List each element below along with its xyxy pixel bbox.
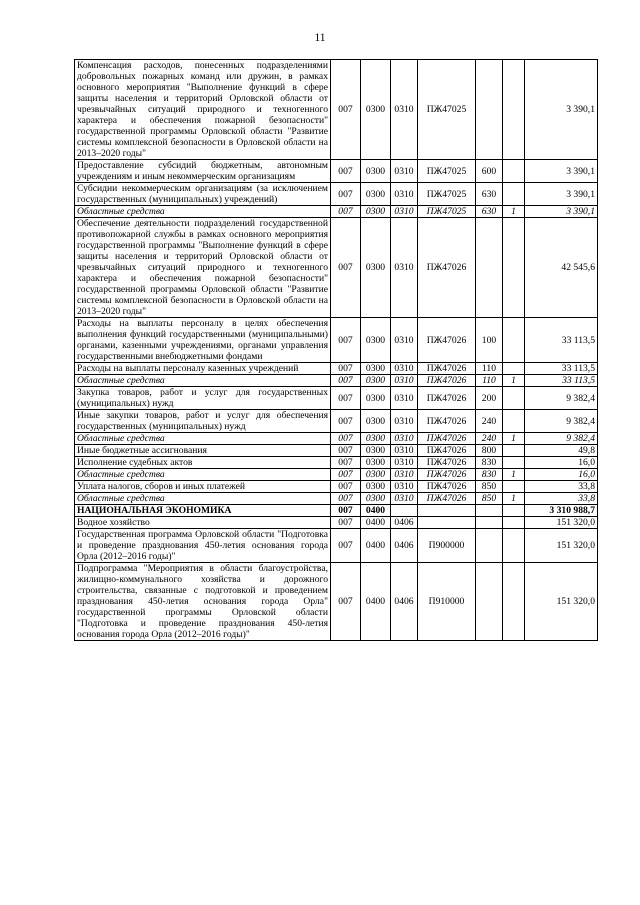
amount-cell: 33,8	[525, 493, 598, 505]
target-article-code-cell: ПЖ47026	[418, 433, 476, 445]
admin-code-cell: 007	[331, 493, 361, 505]
target-article-code-cell: ПЖ47025	[418, 60, 476, 160]
target-article-code-cell: ПЖ47026	[418, 445, 476, 457]
funding-source-code-cell	[503, 160, 525, 183]
expense-type-code-cell	[476, 60, 503, 160]
admin-code-cell: 007	[331, 433, 361, 445]
admin-code-cell: 007	[331, 375, 361, 387]
subsection-code-cell: 0310	[391, 493, 418, 505]
subsection-code-cell: 0310	[391, 60, 418, 160]
subsection-code-cell: 0310	[391, 375, 418, 387]
table-row	[75, 60, 598, 160]
amount-cell: 9 382,4	[525, 433, 598, 445]
table-row	[75, 218, 598, 318]
row-name-cell: Областные средства	[75, 433, 331, 445]
subsection-code-cell: 0310	[391, 206, 418, 218]
row-name-cell: Областные средства	[75, 493, 331, 505]
admin-code-cell: 007	[331, 60, 361, 160]
funding-source-code-cell: 1	[503, 375, 525, 387]
table-row	[75, 387, 598, 410]
funding-source-code-cell	[503, 517, 525, 529]
admin-code-cell: 007	[331, 387, 361, 410]
admin-code-cell: 007	[331, 529, 361, 563]
expense-type-code-cell: 240	[476, 410, 503, 433]
section-code-cell: 0400	[361, 563, 391, 641]
section-code-cell: 0400	[361, 505, 391, 517]
table-row	[75, 160, 598, 183]
amount-cell: 151 320,0	[525, 563, 598, 641]
subsection-code-cell: 0310	[391, 363, 418, 375]
admin-code-cell: 007	[331, 445, 361, 457]
subsection-code-cell: 0310	[391, 481, 418, 493]
expense-type-code-cell: 850	[476, 493, 503, 505]
row-name-cell: Водное хозяйство	[75, 517, 331, 529]
target-article-code-cell: ПЖ47026	[418, 387, 476, 410]
subsection-code-cell: 0310	[391, 218, 418, 318]
admin-code-cell: 007	[331, 505, 361, 517]
row-name-cell: Иные закупки товаров, работ и услуг для обеспечения государственных (муниципальных) нужд	[75, 410, 331, 433]
table-row	[75, 505, 598, 517]
table-row	[75, 318, 598, 363]
expense-type-code-cell: 630	[476, 183, 503, 206]
expense-type-code-cell: 800	[476, 445, 503, 457]
row-name-cell: Компенсация расходов, понесенных подразделениями добровольных пожарных команд или дружин, в рамках основного мероприятия "Выполнение функций в сфере защиты населения и территорий Орловской области от чрезвычайных ситуаций природного и техногенного характера и обеспечения пожарной безопасности" государственной программы Орловской области "Развитие системы комплексной безопасности в Орловской области на 2013–2020 годы"	[75, 60, 331, 160]
expense-type-code-cell	[476, 529, 503, 563]
amount-cell: 3 390,1	[525, 183, 598, 206]
expense-type-code-cell: 600	[476, 160, 503, 183]
target-article-code-cell: ПЖ47026	[418, 469, 476, 481]
page-number: 11	[314, 32, 326, 44]
expense-type-code-cell: 830	[476, 457, 503, 469]
section-code-cell: 0300	[361, 433, 391, 445]
table-row	[75, 457, 598, 469]
row-name-cell: Исполнение судебных актов	[75, 457, 331, 469]
amount-cell: 9 382,4	[525, 410, 598, 433]
expense-type-code-cell	[476, 505, 503, 517]
expense-type-code-cell: 830	[476, 469, 503, 481]
section-code-cell: 0300	[361, 160, 391, 183]
amount-cell: 33 113,5	[525, 318, 598, 363]
funding-source-code-cell	[503, 60, 525, 160]
row-name-cell: Иные бюджетные ассигнования	[75, 445, 331, 457]
target-article-code-cell: ПЖ47026	[418, 363, 476, 375]
row-name-cell: Субсидии некоммерческим организациям (за исключением государственных (муниципальных) учреждений)	[75, 183, 331, 206]
table-row	[75, 481, 598, 493]
table-row	[75, 469, 598, 481]
subsection-code-cell: 0310	[391, 469, 418, 481]
amount-cell: 9 382,4	[525, 387, 598, 410]
target-article-code-cell: ПЖ47025	[418, 206, 476, 218]
expense-type-code-cell: 110	[476, 363, 503, 375]
funding-source-code-cell	[503, 183, 525, 206]
funding-source-code-cell	[503, 318, 525, 363]
amount-cell: 16,0	[525, 469, 598, 481]
subsection-code-cell: 0406	[391, 529, 418, 563]
funding-source-code-cell: 1	[503, 206, 525, 218]
funding-source-code-cell	[503, 481, 525, 493]
target-article-code-cell: ПЖ47026	[418, 318, 476, 363]
funding-source-code-cell	[503, 457, 525, 469]
section-code-cell: 0300	[361, 457, 391, 469]
row-name-cell: Областные средства	[75, 375, 331, 387]
table-body	[75, 60, 598, 641]
subsection-code-cell: 0310	[391, 445, 418, 457]
target-article-code-cell: ПЖ47026	[418, 481, 476, 493]
section-code-cell: 0300	[361, 387, 391, 410]
row-name-cell: НАЦИОНАЛЬНАЯ ЭКОНОМИКА	[75, 505, 331, 517]
subsection-code-cell: 0310	[391, 433, 418, 445]
admin-code-cell: 007	[331, 183, 361, 206]
admin-code-cell: 007	[331, 457, 361, 469]
row-name-cell: Областные средства	[75, 206, 331, 218]
admin-code-cell: 007	[331, 218, 361, 318]
expense-type-code-cell	[476, 218, 503, 318]
expense-type-code-cell: 110	[476, 375, 503, 387]
amount-cell: 49,8	[525, 445, 598, 457]
admin-code-cell: 007	[331, 363, 361, 375]
table-row	[75, 433, 598, 445]
target-article-code-cell: П900000	[418, 529, 476, 563]
table-row	[75, 183, 598, 206]
funding-source-code-cell	[503, 563, 525, 641]
row-name-cell: Областные средства	[75, 469, 331, 481]
table-row	[75, 410, 598, 433]
subsection-code-cell	[391, 505, 418, 517]
admin-code-cell: 007	[331, 563, 361, 641]
expense-type-code-cell: 240	[476, 433, 503, 445]
subsection-code-cell: 0310	[391, 318, 418, 363]
funding-source-code-cell: 1	[503, 433, 525, 445]
target-article-code-cell: ПЖ47025	[418, 160, 476, 183]
amount-cell: 33,8	[525, 481, 598, 493]
funding-source-code-cell	[503, 387, 525, 410]
amount-cell: 151 320,0	[525, 517, 598, 529]
target-article-code-cell	[418, 505, 476, 517]
admin-code-cell: 007	[331, 160, 361, 183]
subsection-code-cell: 0406	[391, 517, 418, 529]
section-code-cell: 0300	[361, 469, 391, 481]
funding-source-code-cell	[503, 410, 525, 433]
section-code-cell: 0300	[361, 183, 391, 206]
target-article-code-cell: ПЖ47026	[418, 410, 476, 433]
section-code-cell: 0300	[361, 493, 391, 505]
target-article-code-cell: П910000	[418, 563, 476, 641]
amount-cell: 3 390,1	[525, 160, 598, 183]
admin-code-cell: 007	[331, 517, 361, 529]
section-code-cell: 0300	[361, 218, 391, 318]
funding-source-code-cell	[503, 363, 525, 375]
amount-cell: 16,0	[525, 457, 598, 469]
table-row	[75, 363, 598, 375]
section-code-cell: 0400	[361, 517, 391, 529]
table-row	[75, 206, 598, 218]
table-row	[75, 563, 598, 641]
subsection-code-cell: 0310	[391, 387, 418, 410]
subsection-code-cell: 0310	[391, 183, 418, 206]
funding-source-code-cell	[503, 505, 525, 517]
row-name-cell: Закупка товаров, работ и услуг для государственных (муниципальных) нужд	[75, 387, 331, 410]
expense-type-code-cell: 630	[476, 206, 503, 218]
funding-source-code-cell	[503, 445, 525, 457]
subsection-code-cell: 0310	[391, 410, 418, 433]
target-article-code-cell: ПЖ47026	[418, 457, 476, 469]
admin-code-cell: 007	[331, 318, 361, 363]
row-name-cell: Подпрограмма "Мероприятия в области благоустройства, жилищно-коммунального хозяйства и дорожного строительства, связанные с подготовкой и проведением празднования 450-летия основания города Орла" государственной программы Орловской области "Подготовка и проведение празднования 450-летия основания города Орла (2012–2016 годы)"	[75, 563, 331, 641]
target-article-code-cell: ПЖ47025	[418, 183, 476, 206]
target-article-code-cell: ПЖ47026	[418, 493, 476, 505]
amount-cell: 3 310 988,7	[525, 505, 598, 517]
section-code-cell: 0300	[361, 318, 391, 363]
table-row	[75, 375, 598, 387]
target-article-code-cell: ПЖ47026	[418, 218, 476, 318]
row-name-cell: Расходы на выплаты персоналу в целях обеспечения выполнения функций государственными (муниципальными) органами, казенными учреждениями, органами управления государственными внебюджетными фондами	[75, 318, 331, 363]
expense-type-code-cell	[476, 517, 503, 529]
admin-code-cell: 007	[331, 206, 361, 218]
row-name-cell: Обеспечение деятельности подразделений государственной противопожарной службы в рамках основного мероприятия государственной программы "Выполнение функций в сфере защиты населения и территорий Орловской области от чрезвычайных ситуаций природного и техногенного характера и обеспечения пожарной безопасности" государственной программы Орловской области "Развитие системы комплексной безопасности в Орловской области на 2013–2020 годы"	[75, 218, 331, 318]
admin-code-cell: 007	[331, 481, 361, 493]
funding-source-code-cell: 1	[503, 469, 525, 481]
row-name-cell: Государственная программа Орловской области "Подготовка и проведение празднования 450-летия основания города Орла (2012–2016 годы)"	[75, 529, 331, 563]
table-row	[75, 445, 598, 457]
section-code-cell: 0300	[361, 375, 391, 387]
table-row	[75, 493, 598, 505]
amount-cell: 33 113,5	[525, 375, 598, 387]
admin-code-cell: 007	[331, 469, 361, 481]
section-code-cell: 0300	[361, 481, 391, 493]
funding-source-code-cell: 1	[503, 493, 525, 505]
subsection-code-cell: 0310	[391, 457, 418, 469]
table-row	[75, 517, 598, 529]
section-code-cell: 0400	[361, 529, 391, 563]
row-name-cell: Уплата налогов, сборов и иных платежей	[75, 481, 331, 493]
section-code-cell: 0300	[361, 206, 391, 218]
section-code-cell: 0300	[361, 410, 391, 433]
amount-cell: 42 545,6	[525, 218, 598, 318]
section-code-cell: 0300	[361, 60, 391, 160]
funding-source-code-cell	[503, 218, 525, 318]
amount-cell: 3 390,1	[525, 206, 598, 218]
target-article-code-cell	[418, 517, 476, 529]
subsection-code-cell: 0406	[391, 563, 418, 641]
funding-source-code-cell	[503, 529, 525, 563]
expense-type-code-cell: 850	[476, 481, 503, 493]
amount-cell: 151 320,0	[525, 529, 598, 563]
budget-table	[74, 59, 598, 641]
row-name-cell: Предоставление субсидий бюджетным, автономным учреждениям и иным некоммерческим организациям	[75, 160, 331, 183]
row-name-cell: Расходы на выплаты персоналу казенных учреждений	[75, 363, 331, 375]
expense-type-code-cell: 200	[476, 387, 503, 410]
section-code-cell: 0300	[361, 363, 391, 375]
expense-type-code-cell	[476, 563, 503, 641]
amount-cell: 33 113,5	[525, 363, 598, 375]
amount-cell: 3 390,1	[525, 60, 598, 160]
admin-code-cell: 007	[331, 410, 361, 433]
subsection-code-cell: 0310	[391, 160, 418, 183]
expense-type-code-cell: 100	[476, 318, 503, 363]
section-code-cell: 0300	[361, 445, 391, 457]
target-article-code-cell: ПЖ47026	[418, 375, 476, 387]
table-row	[75, 529, 598, 563]
